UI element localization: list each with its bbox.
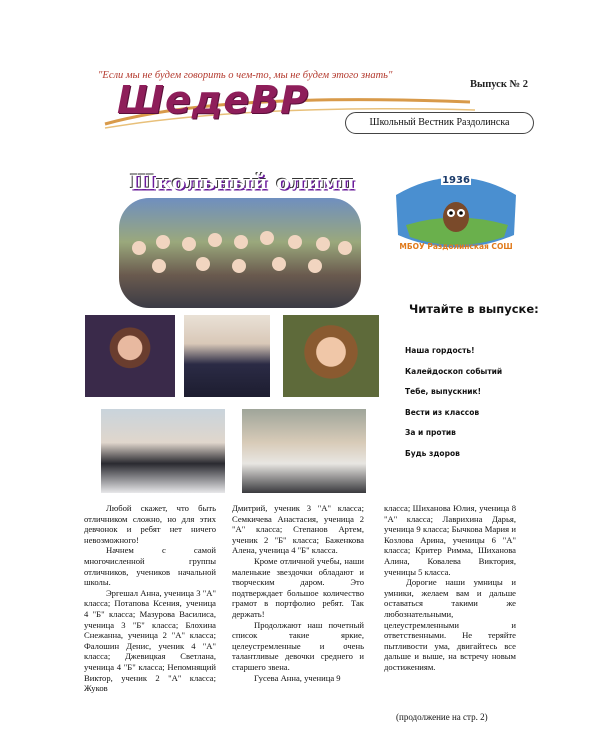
paragraph: Дорогие наши умницы и умники, желаем вам и дальше оставаться такими же любознательными, целеустремленными и ответственными. Не теряйте пытливости ума, двигайтесь все дальше и выше, на встречу новым достижениям. — [384, 577, 516, 672]
paragraph: Любой скажет, что быть отличником сложно, но для этих девчонок и ребят нет ничего невозможного! — [84, 503, 216, 545]
continued-note: (продолжение на стр. 2) — [396, 712, 488, 722]
paragraph: Гусева Анна, ученица 9 — [254, 672, 341, 683]
emblem-year: 1936 — [442, 175, 470, 186]
article-column-2 — [232, 503, 364, 683]
toc-item: Калейдоскоп событий — [405, 366, 503, 376]
article-column-3 — [384, 503, 516, 673]
paragraph: Дмитрий, ученик 3 "А" класса; Семкичева Анастасия, ученица 2 "А" класса; Степанов Артем, ученик 2 "Б" класса; Баженкова Алена, ученица 4 "Б" класса. — [232, 503, 364, 556]
school-emblem — [386, 165, 526, 255]
emblem-school: МБОУ Раздолинская СОШ — [399, 242, 513, 251]
newspaper-logo: ШедеВР — [117, 78, 309, 122]
toc-item: Тебе, выпускник! — [405, 387, 482, 396]
paragraph: Эргешал Анна, ученица 3 "А" класса; Потапова Ксения, ученица 4 "Б" класса; Мазурова Василиса, ученица 3 "Б" класса; Блохина Снежанна, ученица 2 "А" класса; Фалошин Денис, ученик 4 "А" класса; Джевицкая Светлана, ученица 4 "Б" класса; Непомнящий Виктор, ученик 2 "А" класса; Жуков — [84, 587, 216, 694]
section-title: Школьный олимп — [130, 170, 356, 194]
toc-item: За и против — [405, 428, 456, 437]
student-photo-3 — [283, 315, 379, 397]
group-photo — [119, 198, 361, 308]
paragraph: Кроме отличной учебы, наши маленькие звездочки обладают и творческим даром. Это подтверждает большое количество грамот в портфолио ребят. Так держать! — [232, 555, 364, 619]
student-photo-1 — [85, 315, 175, 397]
article-column-1 — [84, 503, 216, 694]
toc-item: Вести из классов — [405, 407, 480, 417]
student-photo-4 — [101, 409, 225, 493]
toc-item: Будь здоров — [405, 448, 460, 458]
paragraph: Продолжают наш почетный список такие яркие, целеустремленные и очень талантливые девочки среднего и старшего звена. — [232, 619, 364, 672]
paragraph: Начнем с самой многочисленной группы отличников, учеников начальной школы. — [84, 545, 216, 588]
toc-title: Читайте в выпуске: — [409, 302, 539, 316]
table-of-contents — [405, 346, 545, 469]
issue-number: Выпуск № 2 — [470, 79, 528, 90]
toc-item: Наша гордость! — [405, 346, 475, 355]
paragraph: класса; Шиханова Юлия, ученица 8 "А" класса; Лаврихина Дарья, ученица 9 класса; Бычкова Мария и Козлова Арина, ученицы 6 "А" класса; Критер Римма, Шиханова Алина, Ковалева Виктория, ученицы 5 класса. — [384, 503, 516, 577]
tagline: Школьный Вестник Раздолинска — [345, 112, 534, 134]
student-photo-2 — [184, 315, 270, 397]
motto: "Если мы не будем говорить о чем-то, мы не будем этого знать" — [98, 70, 393, 81]
student-photo-5 — [242, 409, 366, 493]
